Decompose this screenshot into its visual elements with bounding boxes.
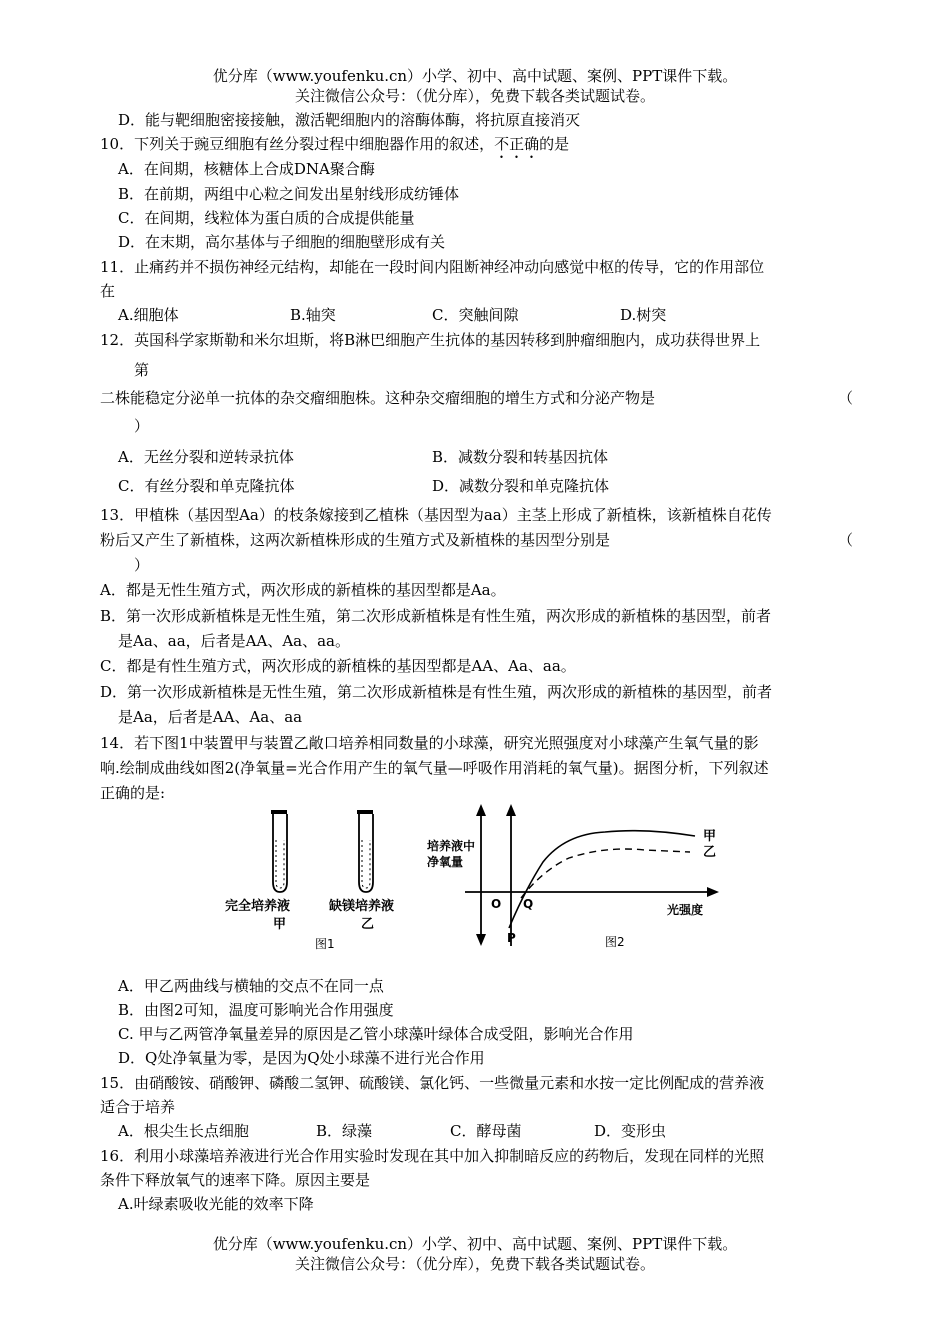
q14-option-a: A．甲乙两曲线与横轴的交点不在同一点: [118, 977, 384, 995]
fig2-curve-yi: [521, 849, 690, 898]
fig2-point-q: Q: [523, 897, 534, 911]
q10-stem-pre: 10．下列关于豌豆细胞有丝分裂过程中细胞器作用的叙述，: [100, 135, 495, 153]
fig1-tube-yi-sub: 乙: [361, 917, 375, 932]
fig1-caption: 图1: [315, 937, 335, 951]
q12-stem-3: 二株能稳定分泌单一抗体的杂交瘤细胞株。这种杂交瘤细胞的增生方式和分泌产物是: [100, 389, 656, 407]
q14-option-b: B．由图2可知，温度可影响光合作用强度: [118, 1001, 394, 1019]
q10-stem-emphasis: 不正确: [494, 135, 540, 153]
q13-option-b-1: B．第一次形成新植株是无性生殖，第二次形成新植株是有性生殖，两次形成的新植株的基因型，前者: [100, 607, 772, 625]
q15-option-d: D．变形虫: [594, 1122, 667, 1140]
q10-option-c: C．在间期，线粒体为蛋白质的合成提供能量: [118, 209, 415, 227]
fig2-origin-label: O: [491, 897, 502, 911]
q13-option-b-2: 是Aa、aa，后者是AA、Aa、aa。: [118, 632, 350, 650]
fig1-tube-yi-label: 缺镁培养液: [329, 899, 395, 914]
fig2-series-jia: 甲: [703, 829, 717, 844]
q13-stem-2: 粉后又产生了新植株，这两次新植株形成的生殖方式及新植株的基因型分别是: [100, 531, 611, 549]
q11-option-b: B.轴突: [290, 306, 336, 324]
q16-stem-2: 条件下释放氧气的速率下降。原因主要是: [100, 1171, 371, 1189]
q13-paren-open: （: [838, 531, 854, 549]
q13-option-d-2: 是Aa，后者是AA、Aa、aa: [118, 708, 303, 726]
q16-stem-1: 16．利用小球藻培养液进行光合作用实验时发现在其中加入抑制暗反应的药物后，发现在同样的光照: [100, 1147, 765, 1165]
q9-option-d: D．能与靶细胞密接接触，激活靶细胞内的溶酶体酶，将抗原直接消灭: [118, 111, 581, 129]
fig2-ylabel-2: 净氧量: [427, 855, 464, 869]
q10-option-a: A．在间期，核糖体上合成DNA聚合酶: [118, 160, 375, 178]
fig1-tube-yi: [357, 810, 373, 892]
q15-option-b: B．绿藻: [316, 1122, 373, 1140]
q11-stem-2: 在: [100, 282, 116, 300]
q10-option-b: B．在前期，两组中心粒之间发出星射线形成纺锤体: [118, 185, 460, 203]
q12-option-d: D．减数分裂和单克隆抗体: [432, 477, 610, 495]
q13-option-a: A．都是无性生殖方式，两次形成的新植株的基因型都是Aa。: [100, 581, 506, 599]
fig1-tube-jia-label: 完全培养液: [225, 899, 291, 914]
header-line-2: 关注微信公众号：（优分库），免费下载各类试题试卷。: [294, 87, 655, 105]
q10-stem: [100, 134, 569, 162]
q10-stem-post: 的是: [539, 135, 570, 153]
fig2-ylabel-1: 培养液中: [427, 839, 476, 853]
q12-paren-open: （: [838, 389, 854, 407]
fig1-tube-jia-sub: 甲: [273, 917, 287, 932]
q11-option-c: C．突触间隙: [432, 306, 519, 324]
q13-option-c: C．都是有性生殖方式，两次形成的新植株的基因型都是AA、Aa、aa。: [100, 657, 576, 675]
q12-stem-2: 第: [134, 361, 150, 379]
q15-option-c: C．酵母菌: [450, 1122, 522, 1140]
q16-option-a: A.叶绿素吸收光能的效率下降: [118, 1195, 314, 1213]
q15-stem-2: 适合于培养: [100, 1098, 176, 1116]
q15-stem-1: 15．由硝酸铵、硝酸钾、磷酸二氢钾、硫酸镁、氯化钙、一些微量元素和水按一定比例配成的营养液: [100, 1074, 765, 1092]
q11-option-a: A.细胞体: [118, 306, 179, 324]
q12-option-c: C．有丝分裂和单克隆抗体: [118, 477, 295, 495]
q13-stem-1: 13．甲植株（基因型Aa）的枝条嫁接到乙植株（基因型为aa）主茎上形成了新植株，该新植株自花传: [100, 506, 772, 524]
q13-paren-close: ）: [134, 556, 150, 574]
fig1-tube-jia: [271, 810, 287, 892]
q10-option-d: D．在末期，高尔基体与子细胞的细胞壁形成有关: [118, 233, 446, 251]
q11-stem-1: 11．止痛药并不损伤神经元结构，却能在一段时间内阻断神经冲动向感觉中枢的传导，它的作用部位: [100, 258, 765, 276]
header-line-1: 优分库（www.youfenku.cn）小学、初中、高中试题、案例、PPT课件下载。: [212, 67, 738, 85]
q12-option-a: A．无丝分裂和逆转录抗体: [118, 448, 294, 466]
q12-stem-1: 12．英国科学家斯勒和米尔坦斯，将B淋巴细胞产生抗体的基因转移到肿瘤细胞内，成功获得世界上: [100, 331, 761, 349]
q11-option-d: D.树突: [620, 306, 667, 324]
fig2-caption: 图2: [605, 935, 625, 949]
q15-option-a: A．根尖生长点细胞: [118, 1122, 249, 1140]
footer-line-1: 优分库（www.youfenku.cn）小学、初中、高中试题、案例、PPT课件下载。: [212, 1235, 738, 1253]
footer-line-2: 关注微信公众号：（优分库），免费下载各类试题试卷。: [294, 1255, 655, 1273]
q12-option-b: B．减数分裂和转基因抗体: [432, 448, 609, 466]
fig2-point-p: P: [507, 931, 516, 945]
q12-paren-close: ）: [134, 417, 150, 435]
q14-option-d: D．Q处净氧量为零，是因为Q处小球藻不进行光合作用: [118, 1049, 485, 1067]
q14-stem-3: 正确的是:: [100, 784, 166, 802]
fig2-axes: [465, 804, 719, 946]
q13-option-d-1: D．第一次形成新植株是无性生殖，第二次形成新植株是有性生殖，两次形成的新植株的基因型，前者: [100, 683, 773, 701]
q14-stem-2: 响.绘制成曲线如图2(净氧量=光合作用产生的氧气量—呼吸作用消耗的氧气量)。据图分析，下列叙述: [100, 759, 769, 777]
q14-figure: [225, 800, 735, 960]
fig2-xlabel: 光强度: [667, 903, 704, 917]
fig2-series-yi: 乙: [703, 845, 717, 860]
q14-option-c: C. 甲与乙两管净氧量差异的原因是乙管小球藻叶绿体合成受阻，影响光合作用: [118, 1025, 634, 1043]
q14-stem-1: 14．若下图1中装置甲与装置乙敞口培养相同数量的小球藻，研究光照强度对小球藻产生氧气量的影: [100, 734, 759, 752]
